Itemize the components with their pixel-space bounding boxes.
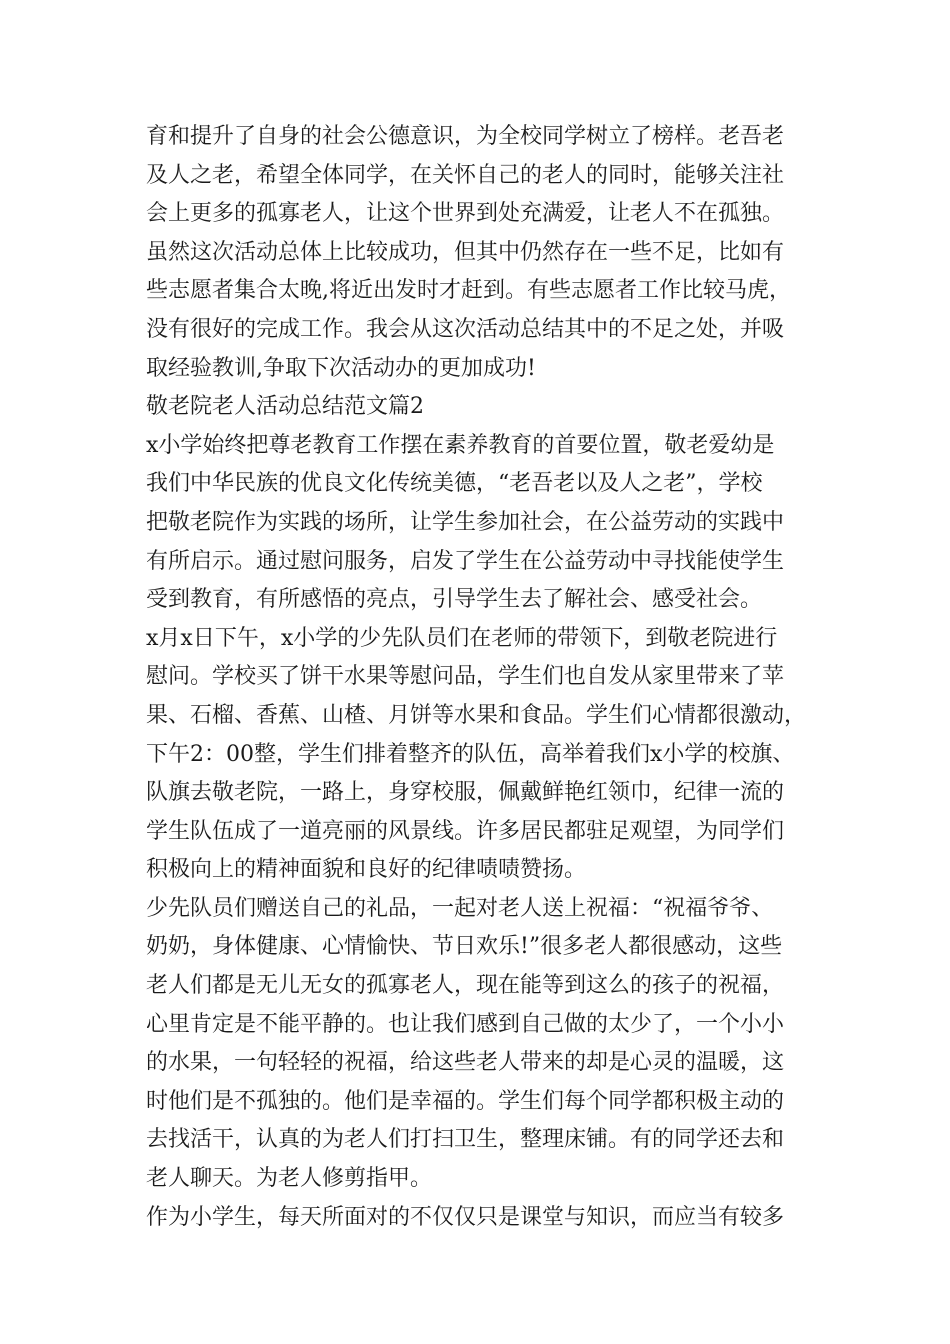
text-line: 老人聊天。为老人修剪指甲。 bbox=[146, 1166, 433, 1192]
text-line: 虽然这次活动总体上比较成功，但其中仍然存在一些不足，比如有 bbox=[146, 239, 785, 265]
text-line: 及人之老，希望全体同学，在关怀自己的老人的同时，能够关注社 bbox=[146, 162, 785, 188]
text-line: 学生队伍成了一道亮丽的风景线。许多居民都驻足观望，为同学们 bbox=[146, 818, 785, 844]
text-line: 慰问。学校买了饼干水果等慰问品，学生们也自发从家里带来了苹 bbox=[146, 664, 785, 690]
text-line: 有所启示。通过慰问服务，启发了学生在公益劳动中寻找能使学生 bbox=[146, 548, 785, 574]
text-line: 积极向上的精神面貌和良好的纪律啧啧赞扬。 bbox=[146, 857, 587, 883]
text-line: 少先队员们赠送自己的礼品，一起对老人送上祝福：“祝福爷爷、 bbox=[146, 895, 774, 921]
text-line: 果、石榴、香蕉、山楂、月饼等水果和食品。学生们心情都很激动， bbox=[146, 702, 807, 728]
text-line: 育和提升了自身的社会公德意识，为全校同学树立了榜样。老吾老 bbox=[146, 124, 785, 149]
text-line: x小学始终把尊老教育工作摆在素养教育的首要位置，敬老爱幼是 bbox=[146, 432, 775, 458]
text-line: 些志愿者集合太晚,将近出发时才赶到。有些志愿者工作比较马虎， bbox=[146, 278, 791, 304]
text-line: x月x日下午，x小学的少先队员们在老师的带领下，到敬老院进行 bbox=[146, 625, 778, 651]
text-line: 受到教育，有所感悟的亮点，引导学生去了解社会、感受社会。 bbox=[146, 587, 763, 613]
text-line: 作为小学生，每天所面对的不仅仅只是课堂与知识，而应当有较多 bbox=[146, 1204, 785, 1230]
section-heading: 敬老院老人活动总结范文篇2 bbox=[146, 394, 424, 420]
text-line: 没有很好的完成工作。我会从这次活动总结其中的不足之处，并吸 bbox=[146, 316, 785, 342]
text-line: 我们中华民族的优良文化传统美德，“老吾老以及人之老”，学校 bbox=[146, 471, 763, 497]
text-line: 把敬老院作为实践的场所，让学生参加社会，在公益劳动的实践中 bbox=[146, 509, 785, 535]
text-line: 会上更多的孤寡老人，让这个世界到处充满爱，让老人不在孤独。 bbox=[146, 201, 785, 227]
text-line: 取经验教训,争取下次活动办的更加成功! bbox=[146, 355, 536, 381]
text-line: 下午2：00整，学生们排着整齐的队伍，高举着我们x小学的校旗、 bbox=[146, 741, 795, 767]
text-line: 队旗去敬老院，一路上，身穿校服，佩戴鲜艳红领巾，纪律一流的 bbox=[146, 780, 785, 806]
text-line: 心里肯定是不能平静的。也让我们感到自己做的太少了，一个小小 bbox=[146, 1011, 785, 1037]
document-body bbox=[146, 118, 826, 1237]
text-line: 老人们都是无儿无女的孤寡老人，现在能等到这么的孩子的祝福， bbox=[146, 973, 785, 999]
text-line: 时他们是不孤独的。他们是幸福的。学生们每个同学都积极主动的 bbox=[146, 1088, 785, 1114]
text-line: 奶奶，身体健康、心情愉快、节日欢乐!”很多老人都很感动，这些 bbox=[146, 934, 783, 960]
text-line: 的水果，一句轻轻的祝福，给这些老人带来的却是心灵的温暖，这 bbox=[146, 1050, 785, 1076]
text-line: 去找活干，认真的为老人们打扫卫生，整理床铺。有的同学还去和 bbox=[146, 1127, 785, 1153]
